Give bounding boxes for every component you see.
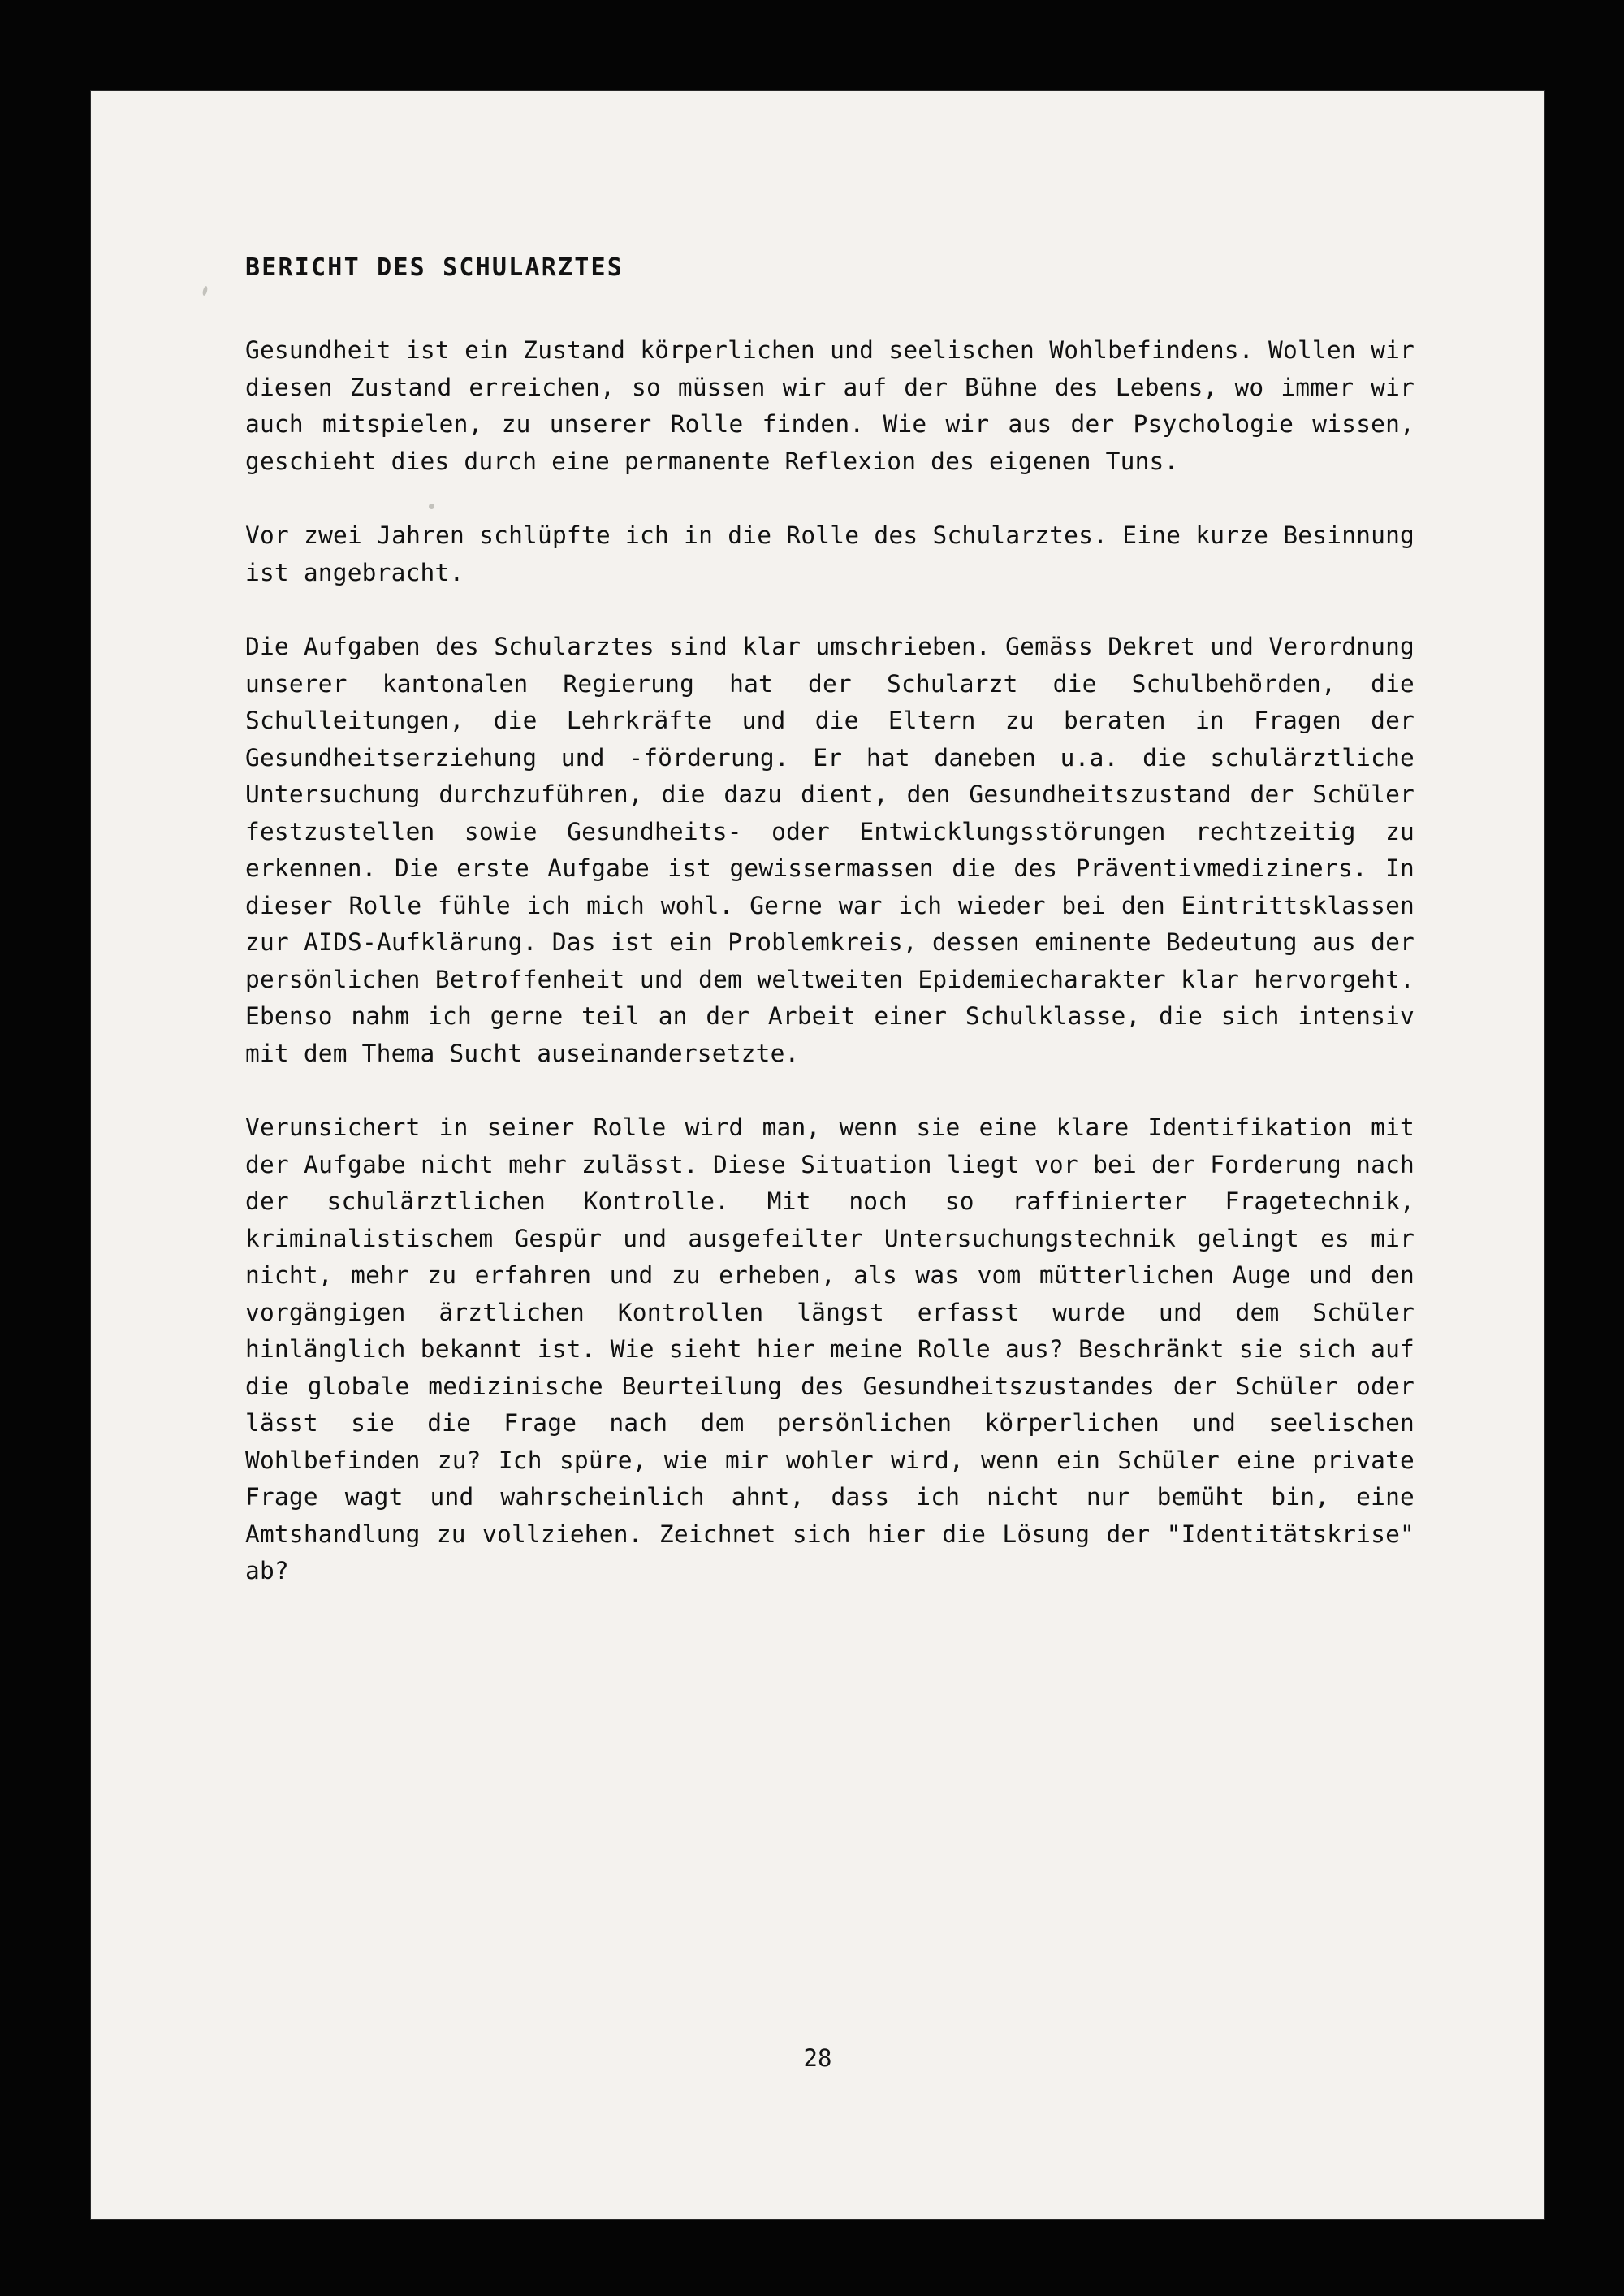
body-paragraph: Die Aufgaben des Schularztes sind klar umschrieben. Gemäss Dekret und Verordnung unserer kantonalen Regierung hat der Schularzt die Schulbehörden, die Schulleitungen, die Lehrkräfte und die Eltern zu beraten in Fragen der Gesundheitserziehung und -förderung. Er hat daneben u.a. die schulärztliche Untersuchung durchzuführen, die dazu dient, den Gesundheitszustand der Schüler festzustellen sowie Gesundheits- oder Entwicklungsstörungen rechtzeitig zu erkennen. Die erste Aufgabe ist gewissermassen die des Präventivmediziners. In dieser Rolle fühle ich mich wohl. Gerne war ich wieder bei den Eintrittsklassen zur AIDS-Aufklärung. Das ist ein Problemkreis, dessen eminente Bedeutung aus der persönlichen Betroffenheit und dem weltweiten Epidemiecharakter klar hervorgeht. Ebenso nahm ich gerne teil an der Arbeit einer Schulklasse, die sich intensiv mit dem Thema Sucht auseinandersetzte. (245, 633, 1429, 1067)
scan-speck-icon (202, 286, 209, 296)
body-paragraph: Gesundheit ist ein Zustand körperlichen und seelischen Wohlbefindens. Wollen wir diesen Zustand erreichen, so müssen wir auf der Bühne des Lebens, wo immer wir auch mitspielen, zu unserer Rolle finden. Wie wir aus der Psychologie wissen, geschieht dies durch eine permanente Reflexion des eigenen Tuns. (245, 336, 1429, 475)
page-title: BERICHT DES SCHULARZTES (245, 253, 624, 282)
page-text-block (245, 253, 1429, 1590)
body-paragraph: Vor zwei Jahren schlüpfte ich in die Rolle des Schularztes. Eine kurze Besinnung ist angebracht. (245, 521, 1429, 586)
document-page (91, 91, 1544, 2219)
page-number: 28 (803, 2044, 832, 2072)
body-paragraph: Verunsichert in seiner Rolle wird man, wenn sie eine klare Identifikation mit der Aufgabe nicht mehr zulässt. Diese Situation liegt vor bei der Forderung nach der schulärztlichen Kontrolle. Mit noch so raffinierter Fragetechnik, kriminalistischem Gespür und ausgefeilter Untersuchungstechnik gelingt es mir nicht, mehr zu erfahren und zu erheben, als was vom mütterlichen Auge und den vorgängigen ärztlichen Kontrollen längst erfasst wurde und dem Schüler hinlänglich bekannt ist. Wie sieht hier meine Rolle aus? Beschränkt sie sich auf die globale medizinische Beurteilung des Gesundheitszustandes der Schüler oder lässt sie die Frage nach dem persönlichen körperlichen und seelischen Wohlbefinden zu? Ich spüre, wie mir wohler wird, wenn ein Schüler eine private Frage wagt und wahrscheinlich ahnt, dass ich nicht nur bemüht bin, eine Amtshandlung zu vollziehen. Zeichnet sich hier die Lösung der "Identitätskrise" ab? (245, 1113, 1429, 1585)
